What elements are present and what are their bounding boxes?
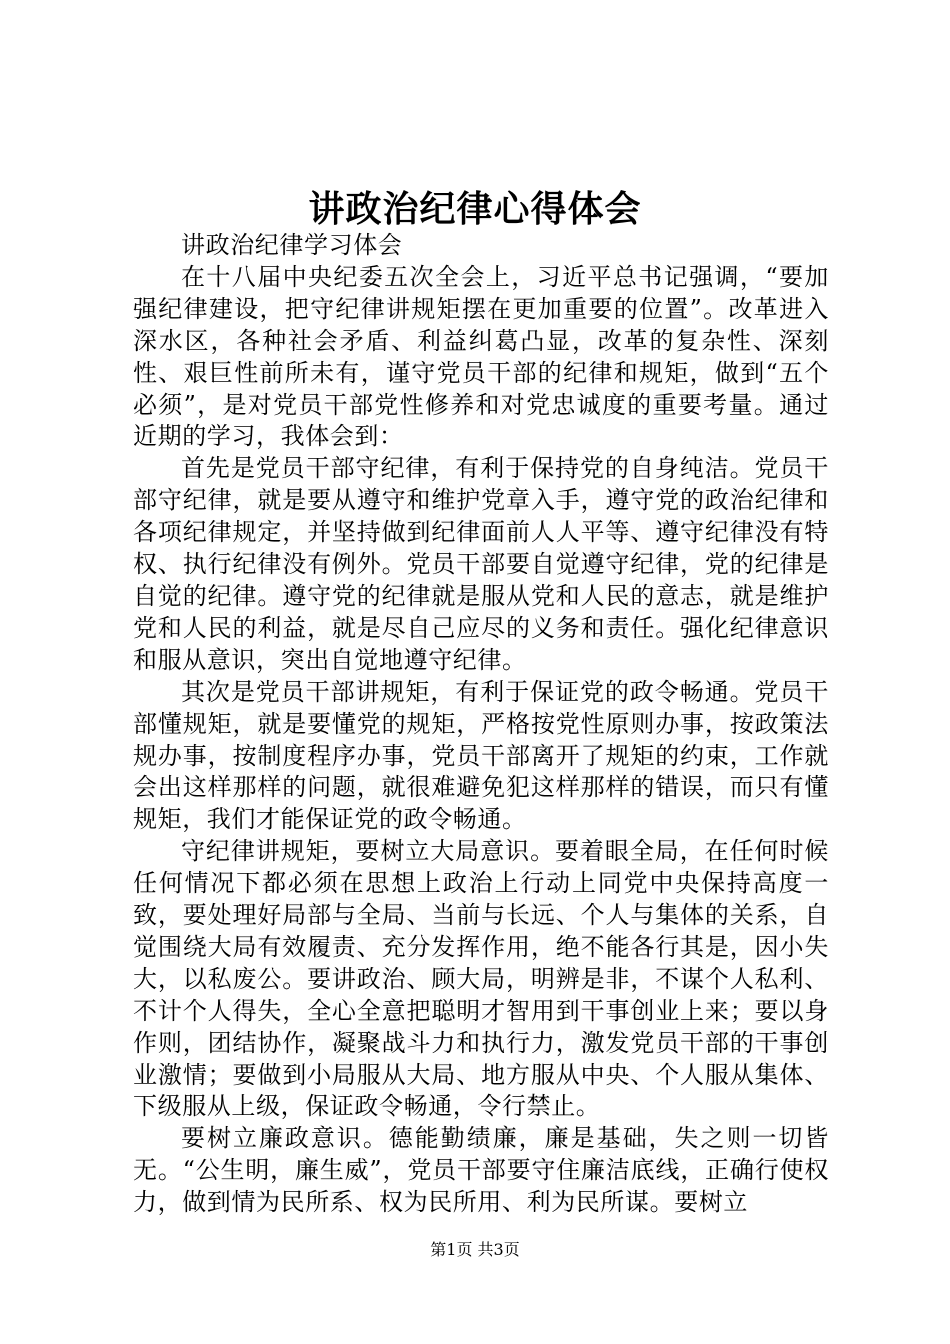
- paragraph-intro: 在十八届中央纪委五次全会上，习近平总书记强调，“要加强纪律建设，把守纪律讲规矩摆在更加重要的位置”。改革进入深水区，各种社会矛盾、利益纠葛凸显，改革的复杂性、深刻性、艰巨性前所未有，谨守党员干部的纪律和规矩，做到“五个必须”，是对党员干部党性修养和对党忠诚度的重要考量。通过近期的学习，我体会到：: [133, 262, 829, 451]
- paragraph-rules: 其次是党员干部讲规矩，有利于保证党的政令畅通。党员干部懂规矩，就是要懂党的规矩，严格按党性原则办事，按政策法规办事，按制度程序办事，党员干部离开了规矩的约束，工作就会出这样那样的问题，就很难避免犯这样那样的错误，而只有懂规矩，我们才能保证党的政令畅通。: [133, 677, 829, 834]
- paragraph-discipline: 首先是党员干部守纪律，有利于保持党的自身纯洁。党员干部守纪律，就是要从遵守和维护党章入手，遵守党的政治纪律和各项纪律规定，并坚持做到纪律面前人人平等、遵守纪律没有特权、执行纪律没有例外。党员干部要自觉遵守纪律，党的纪律是自觉的纪律。遵守党的纪律就是服从党和人民的意志，就是维护党和人民的利益，就是尽自己应尽的义务和责任。强化纪律意识和服从意识，突出自觉地遵守纪律。: [133, 454, 829, 674]
- paragraph-overall-situation: 守纪律讲规矩，要树立大局意识。要着眼全局，在任何时候任何情况下都必须在思想上政治上行动上同党中央保持高度一致，要处理好局部与全局、当前与长远、个人与集体的关系，自觉围绕大局有效履责、充分发挥作用，绝不能各行其是，因小失大，以私废公。要讲政治、顾大局，明辨是非，不谋个人私利、不计个人得失，全心全意把聪明才智用到干事创业上来；要以身作则，团结协作，凝聚战斗力和执行力，激发党员干部的干事创业激情；要做到小局服从大局、地方服从中央、个人服从集体、下级服从上级，保证政令畅通，令行禁止。: [133, 837, 829, 1121]
- document-body: [133, 230, 829, 1219]
- paragraph-integrity: 要树立廉政意识。德能勤绩廉，廉是基础，失之则一切皆无。“公生明，廉生威”，党员干部要守住廉洁底线，正确行使权力，做到情为民所系、权为民所用、利为民所谋。要树立: [133, 1124, 829, 1217]
- page-number-footer: 第1页 共3页: [430, 1240, 520, 1259]
- document-subtitle: 讲政治纪律学习体会: [181, 231, 403, 259]
- document-title: 讲政治纪律心得体会: [308, 188, 642, 230]
